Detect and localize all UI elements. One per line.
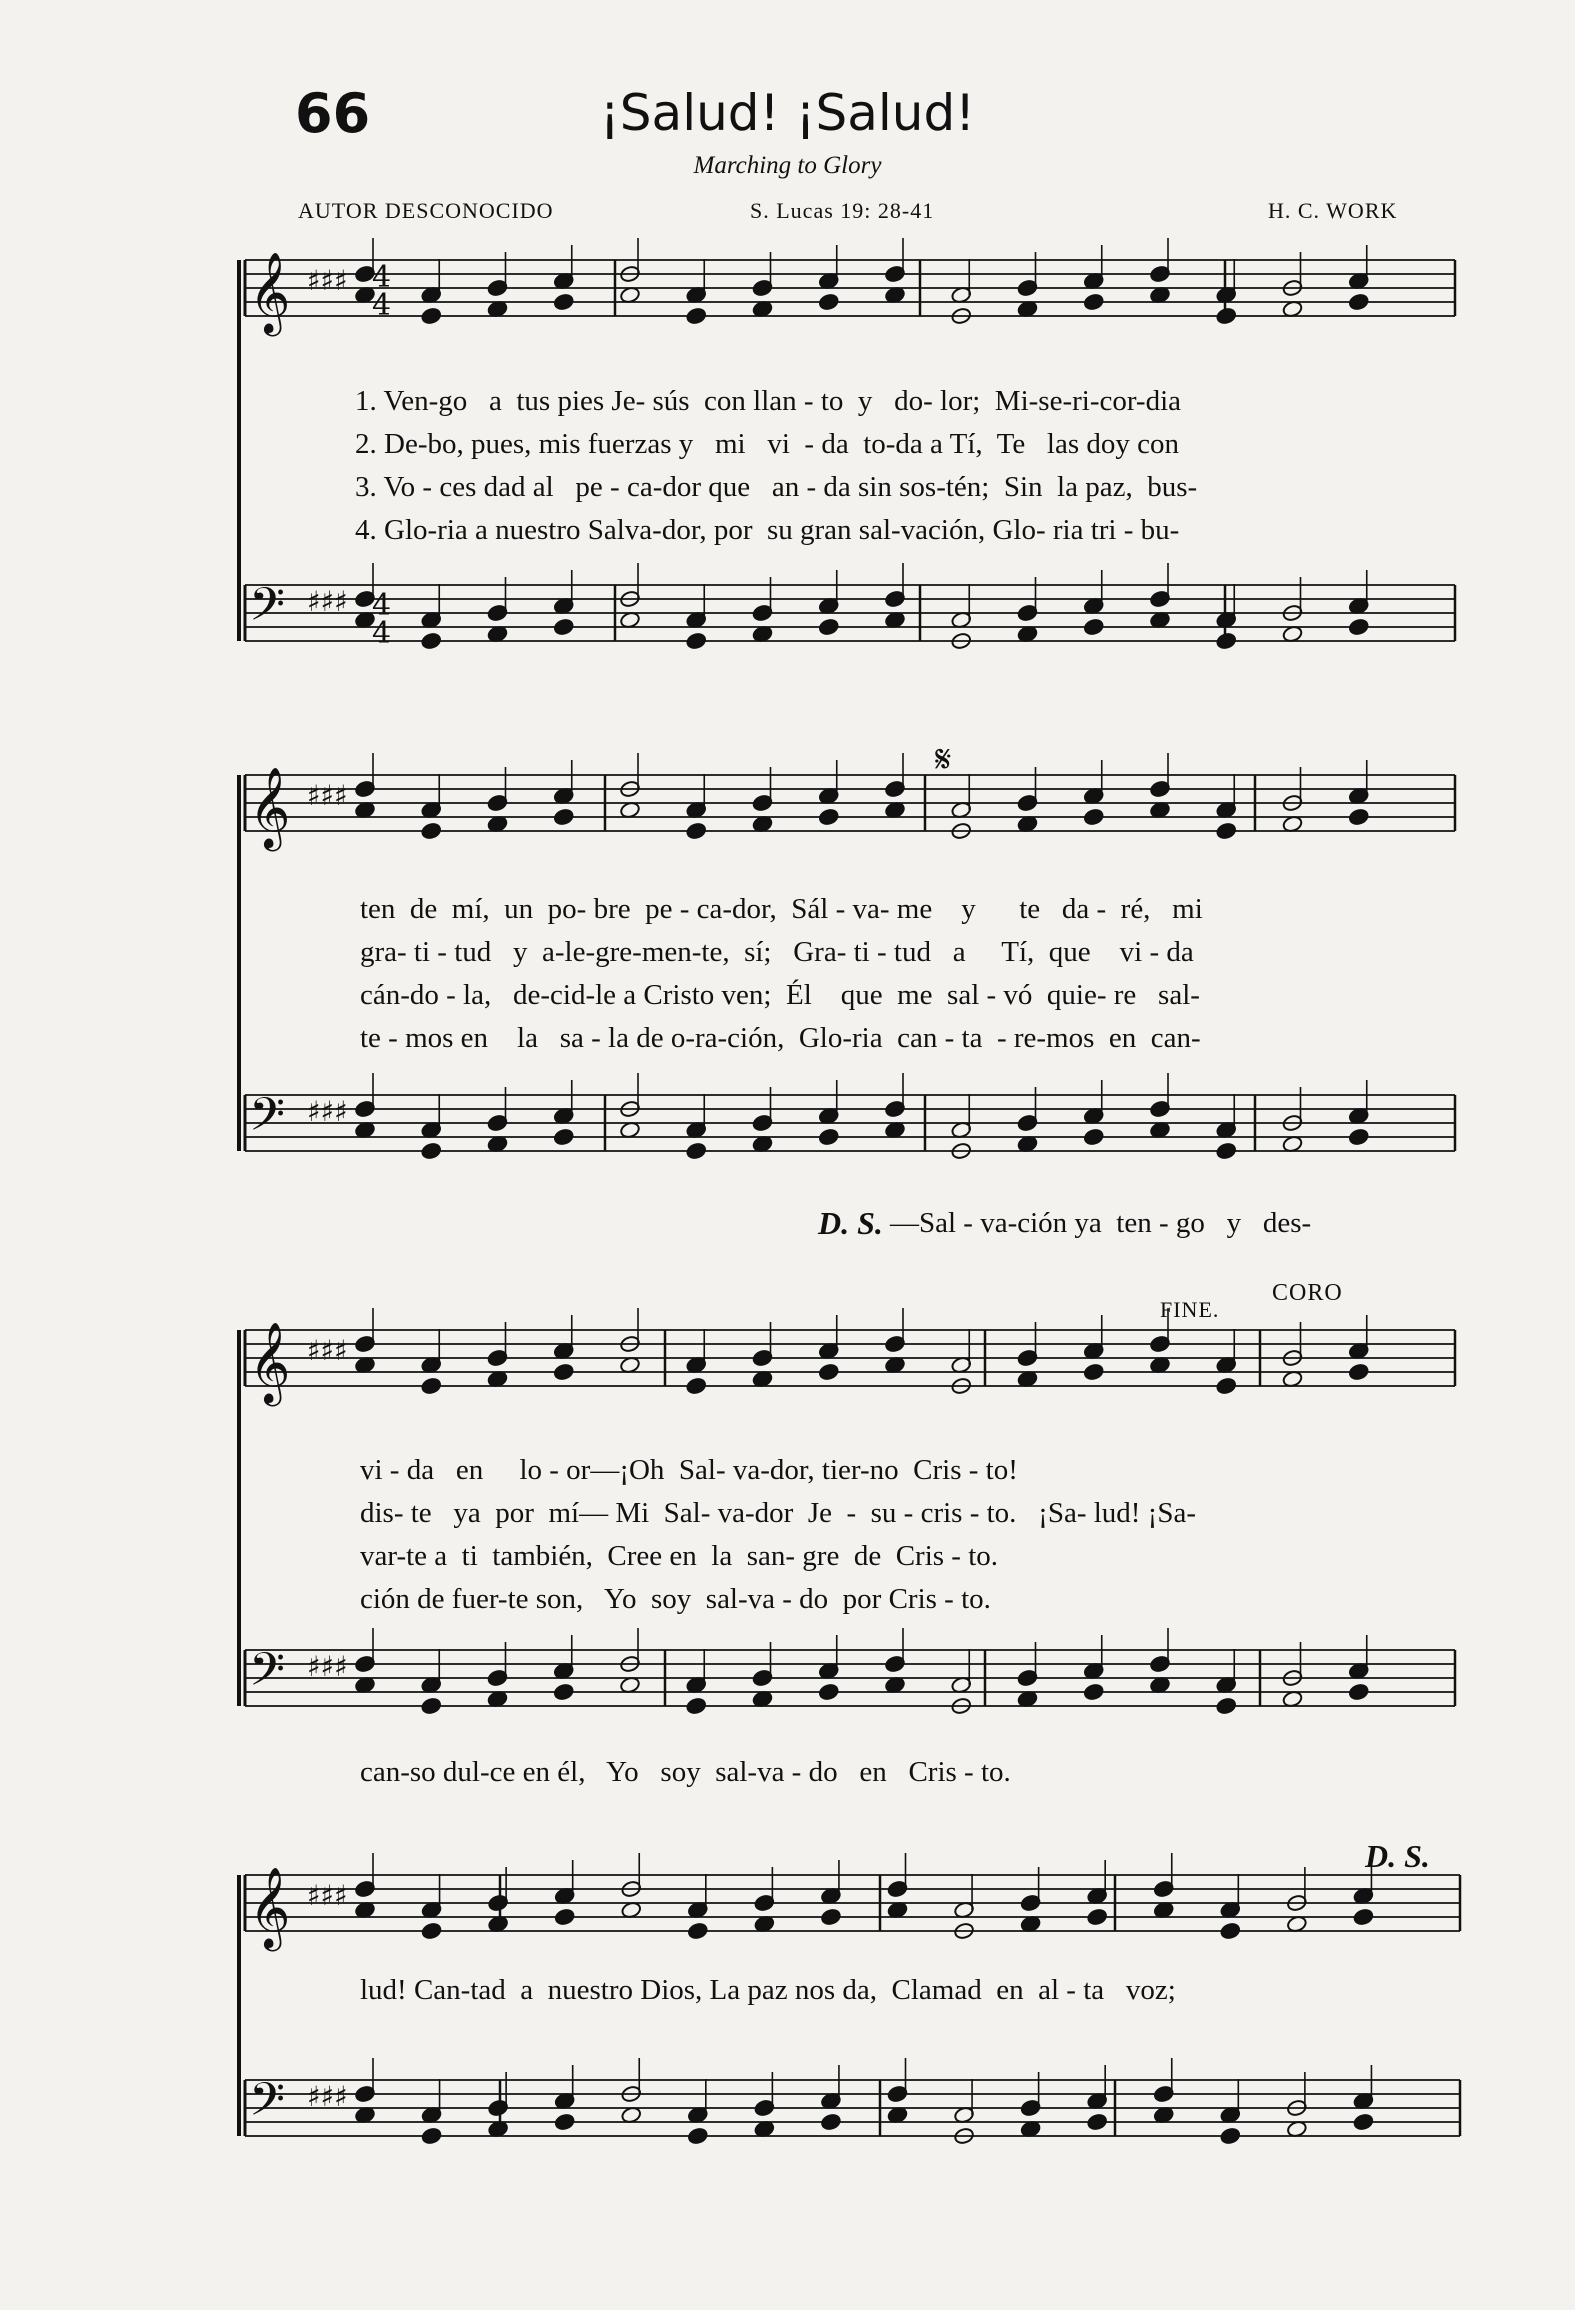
lyric-line: ten de mí, un po- bre pe - ca-dor, Sál - va- me y te da - ré, mi [360, 893, 1203, 925]
lyric-line: te - mos en la sa - la de o-ra-ción, Glo-ria can - ta - re-mos en can- [360, 1022, 1201, 1054]
svg-text:♯♯♯: ♯♯♯ [307, 1095, 348, 1128]
svg-text:𝄢: 𝄢 [249, 1088, 286, 1153]
dal-segno-mark: D. S. [1365, 1838, 1430, 1874]
svg-text:𝄞: 𝄞 [249, 1866, 291, 1948]
author-credit: AUTOR DESCONOCIDO [298, 198, 554, 223]
svg-text:4: 4 [372, 260, 392, 295]
fine-marking: FINE. [1160, 1297, 1220, 1322]
svg-text:4: 4 [372, 616, 392, 651]
svg-text:𝄢: 𝄢 [249, 1643, 286, 1708]
lyric-line: vi - da en lo - or—¡Oh Sal- va-dor, tier-no Cris - to! [360, 1454, 1018, 1486]
lyric-line: cán-do - la, de-cid-le a Cristo ven; Él que me sal - vó quie- re sal- [360, 979, 1200, 1011]
svg-text:𝄞: 𝄞 [249, 1321, 291, 1403]
svg-text:𝄢: 𝄢 [249, 578, 286, 643]
lyric-line: 3. Vo - ces dad al pe - ca-dor que an - da sin sos-tén; Sin la paz, bus- [355, 471, 1198, 503]
lyric-line: dis- te ya por mí— Mi Sal- va-dor Je - su - cris - to. ¡Sa- lud! ¡Sa- [360, 1497, 1197, 1529]
lyric-line: 1. Ven-go a tus pies Je- sús con llan - to y do- lor; Mi-se-ri-cor-dia [355, 385, 1182, 417]
lyric-line: gra- ti - tud y a-le-gre-men-te, sí; Gra- ti - tud a Tí, que vi - da [360, 936, 1194, 968]
svg-text:♯♯♯: ♯♯♯ [307, 585, 348, 618]
lyric-line: var-te a ti también, Cree en la san- gre de Cris - to. [360, 1540, 998, 1572]
hymn-title: ¡Salud! ¡Salud! [599, 84, 976, 142]
svg-text:♯♯♯: ♯♯♯ [307, 1879, 348, 1912]
dal-segno-lyric: —Sal - va-ción ya ten - go y des- [890, 1207, 1312, 1239]
chorus-label: CORO [1272, 1280, 1343, 1306]
composer-credit: H. C. WORK [1268, 198, 1398, 223]
lyric-line: ción de fuer-te son, Yo soy sal-va - do por Cris - to. [360, 1583, 991, 1615]
svg-text:𝄞: 𝄞 [249, 766, 291, 848]
svg-text:𝄋: 𝄋 [935, 737, 952, 781]
svg-text:4: 4 [372, 588, 392, 623]
svg-text:𝄢: 𝄢 [249, 2073, 286, 2138]
lyric-line: 4. Glo-ria a nuestro Salva-dor, por su gran sal-vación, Glo- ria tri - bu- [355, 514, 1180, 546]
lyric-line-bass: can-so dul-ce en él, Yo soy sal-va - do en Cris - to. [360, 1756, 1011, 1788]
svg-text:♯♯♯: ♯♯♯ [307, 264, 348, 297]
svg-text:♯♯♯: ♯♯♯ [307, 1650, 348, 1683]
dal-segno-label: D. S. [818, 1205, 883, 1241]
svg-text:♯♯♯: ♯♯♯ [307, 2080, 348, 2113]
tune-name: Marching to Glory [693, 152, 882, 179]
svg-text:𝄞: 𝄞 [249, 251, 291, 333]
svg-text:♯♯♯: ♯♯♯ [307, 1334, 348, 1367]
svg-text:4: 4 [372, 288, 392, 323]
scripture-reference: S. Lucas 19: 28-41 [750, 198, 935, 223]
lyric-line: lud! Can-tad a nuestro Dios, La paz nos da, Clamad en al - ta voz; [360, 1974, 1176, 2006]
page-number: 66 [295, 82, 371, 145]
svg-text:♯♯♯: ♯♯♯ [307, 779, 348, 812]
lyric-line: 2. De-bo, pues, mis fuerzas y mi vi - da to-da a Tí, Te las doy con [355, 428, 1180, 460]
